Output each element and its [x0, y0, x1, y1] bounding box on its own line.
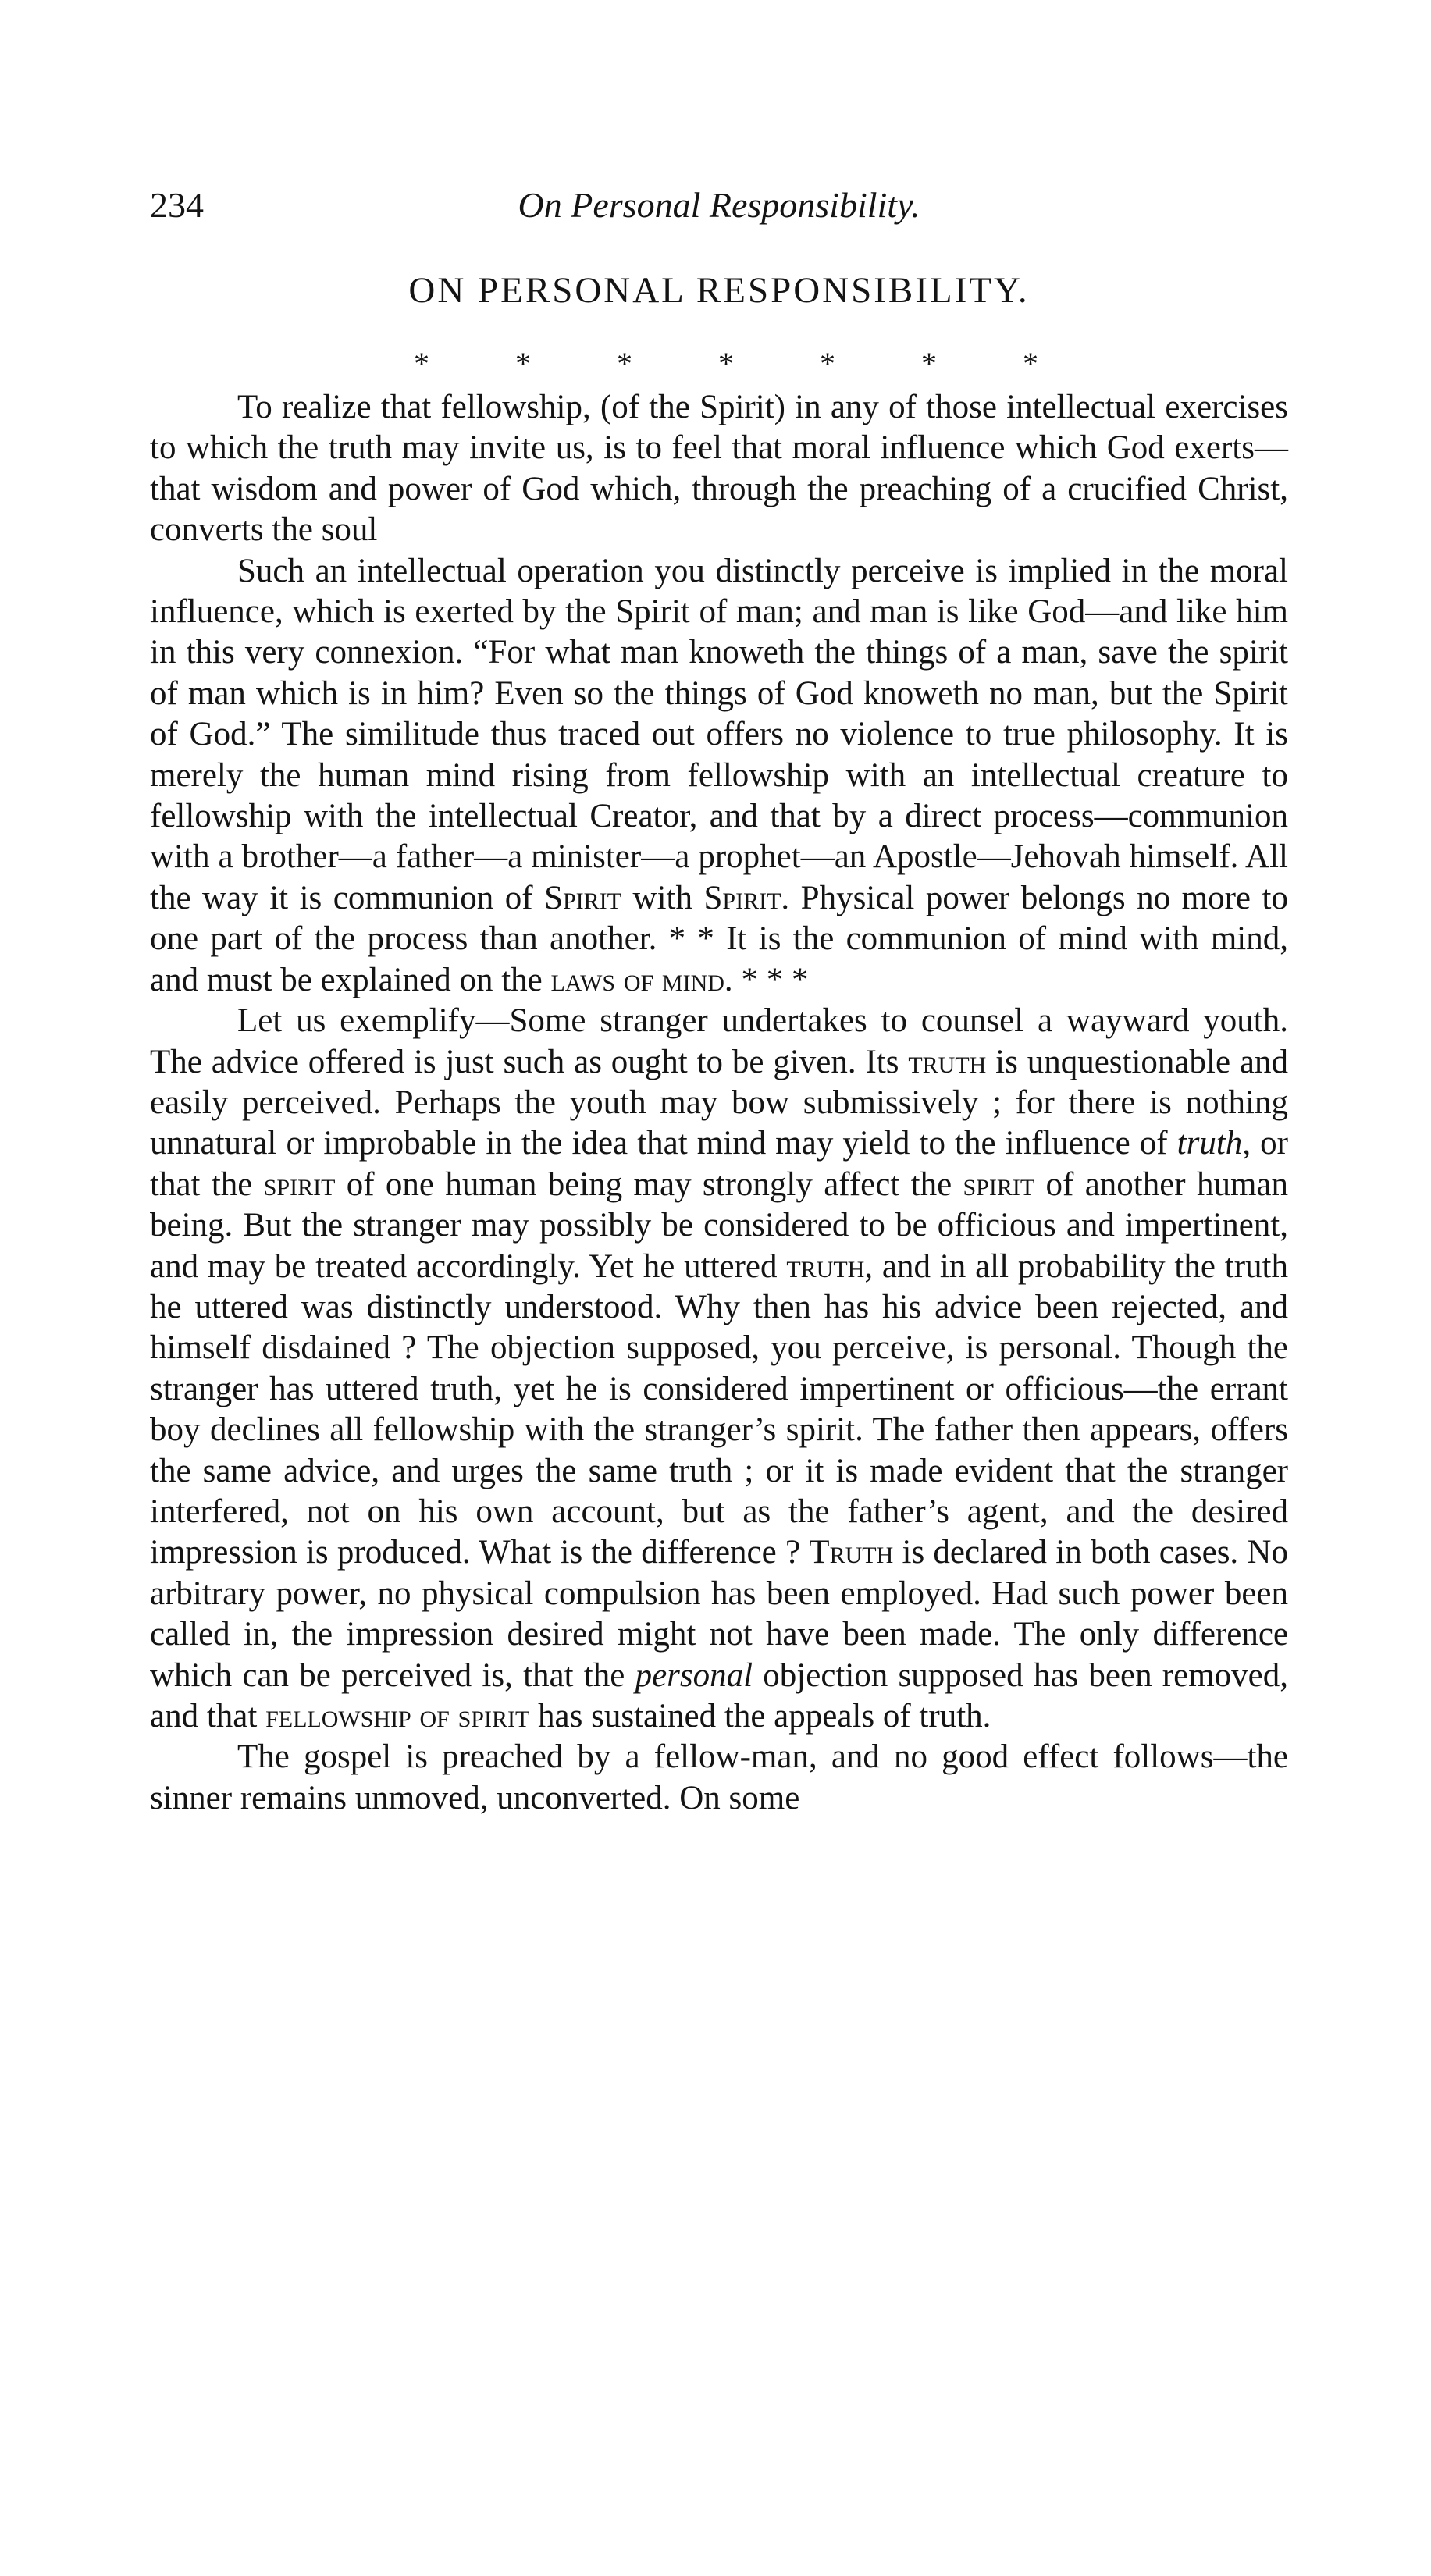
small-caps-term: laws of mind	[550, 961, 724, 998]
asterisk-ornament: * * * * * * *	[414, 346, 1038, 381]
body-text	[150, 387, 1288, 1819]
running-head	[150, 178, 1288, 233]
small-caps-term: truth	[786, 1247, 865, 1285]
small-caps-term: fellowship of spirit	[265, 1698, 530, 1735]
article-title: ON PERSONAL RESPONSIBILITY.	[408, 270, 1030, 311]
small-caps-term: Spirit	[703, 879, 781, 916]
paragraph-4: The gospel is preached by a fellow-man, and no good effect follows—the sinner remains unmoved, unconverted. On some	[150, 1738, 1288, 1816]
text-run: of one human being may strongly affect the	[335, 1165, 963, 1203]
small-caps-term: spirit	[963, 1165, 1035, 1203]
running-title: On Personal Responsibility.	[518, 185, 920, 225]
text-run: of another human being. But the stranger may possibly be considered to be officious and impertinent, and may be treated accordingly. Yet he uttered	[150, 1165, 1288, 1285]
text-run: , or that the	[150, 1125, 1288, 1203]
text-run: Such an intellectual operation you distinctly perceive is implied in the moral influence, which is exerted by the Spirit of man; and man is like God—and like him in this very connexion. “For what man knoweth the things of a man, save the spirit of man which is in him? Even so the things of God knoweth no man, but the Spirit of God.” The similitude thus traced out offers no violence to true philosophy. It is merely the human mind rising from fellowship with an intellectual creature to fellowship with the intellectual Creator, and that by a direct process—communion with a brother—a father—a minister—a prophet—an Apostle—Jehovah himself. All the way it is communion of	[150, 552, 1288, 916]
text-run: . Physical power belongs no more to one part of the process than another. * * It is the communion of mind with mind, and must be explained on the	[150, 879, 1288, 998]
text-run: Let us exemplify—Some stranger undertakes to counsel a wayward youth. The advice offered is just such as ought to be given. Its	[150, 1002, 1288, 1080]
text-run: . * * *	[724, 961, 809, 998]
text-run: , and in all probability the truth he uttered was distinctly understood. Why then has his advice been rejected, and himself disdained ? The objection supposed, you perceive, is personal. Though the stranger has uttered truth, yet he is considered impertinent or officious—the errant boy declines all fellowship with the stranger’s spirit. The father then appears, offers the same advice, and urges the same truth ; or it is made evident that the stranger interfered, not on his own account, but as the father’s agent, and the desired impression is produced. What is the difference ?	[150, 1247, 1288, 1571]
small-caps-term: spirit	[263, 1165, 336, 1203]
small-caps-term: Truth	[809, 1534, 894, 1571]
text-run: is declared in both cases. No arbitrary power, no physical compulsion has been employed. Had such power been called in, the impression desired might not have been made. The only difference which can be perceived is, that the	[150, 1534, 1288, 1694]
text-run: has sustained the appeals of truth.	[529, 1698, 991, 1735]
paragraph-1: To realize that fellowship, (of the Spirit) in any of those intellectual exercises to which the truth may invite us, is to feel that moral influence which God exerts—that wisdom and power of God which, through the preaching of a crucified Christ, converts the soul	[150, 389, 1288, 549]
page-number: 234	[150, 185, 204, 225]
text-run: with	[621, 879, 704, 916]
text-run: is unquestionable and easily perceived. Perhaps the youth may bow submissively ; for there is nothing unnatural or improbable in the idea that mind may yield to the influence of	[150, 1043, 1288, 1162]
small-caps-term: Spirit	[544, 879, 621, 916]
italic-term: personal	[635, 1656, 753, 1694]
small-caps-term: truth	[908, 1043, 987, 1080]
paragraph-2	[150, 551, 1288, 1001]
italic-term: truth	[1176, 1125, 1243, 1162]
book-page	[150, 178, 1288, 1819]
text-run: objection supposed has been removed, and that	[150, 1656, 1288, 1735]
paragraph-3	[150, 1001, 1288, 1737]
